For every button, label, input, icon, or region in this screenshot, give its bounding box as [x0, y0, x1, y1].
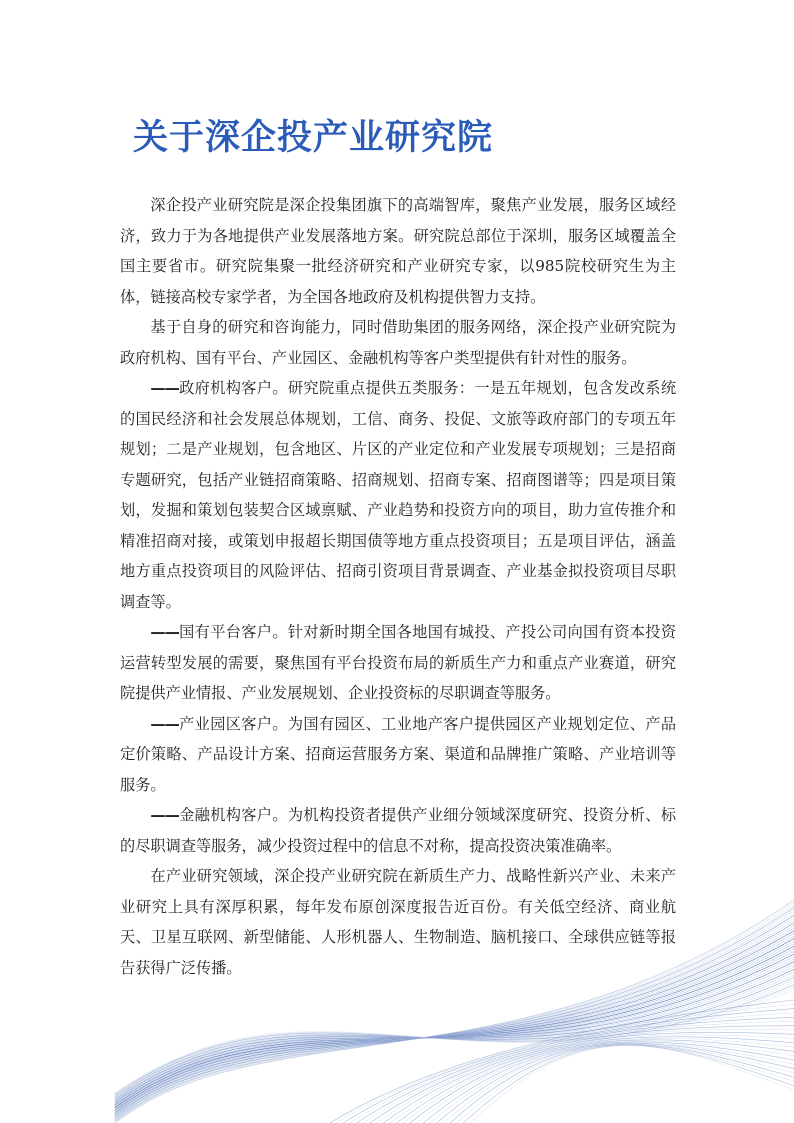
wave-line [343, 1009, 794, 1123]
wave-line [357, 1017, 794, 1123]
wave-line [443, 1044, 794, 1123]
wave-line [397, 1037, 794, 1123]
page-title: 关于深企投产业研究院 [133, 118, 494, 158]
paragraph-financial-clients: ——金融机构客户。为机构投资者提供产业细分领域深度研究、投资分析、标的尽职调查等服务，减少投资过程中的信息不对称，提高投资决策准确率。 [120, 806, 676, 855]
wave-line [437, 1043, 794, 1123]
wave-line [383, 1032, 794, 1123]
wave-line [470, 1045, 794, 1123]
wave-line [370, 1026, 794, 1123]
wave-line [115, 987, 794, 1093]
wave-line [417, 1041, 794, 1123]
wave-line [363, 1021, 794, 1123]
wave-line [463, 1045, 794, 1123]
paragraph-research-fields: 在产业研究领域，深企投产业研究院在新质生产力、战略性新兴产业、未来产业研究上具有深厚积累，每年发布原创深度报告近百份。有关低空经济、商业航天、卫星互联网、新型储能、人形机器人、生物制造、脑机接口、全球供应链等报告获得广泛传播。 [120, 867, 676, 977]
wave-line [403, 1038, 794, 1123]
wave-line [457, 1045, 794, 1123]
paragraph-services-overview: 基于自身的研究和咨询能力，同时借助集团的服务网络，深企投产业研究院为政府机构、国有平台、产业园区、金融机构等客户类型提供有针对性的服务。 [120, 318, 676, 367]
wave-line [350, 1013, 794, 1123]
wave-line [450, 1044, 794, 1123]
wave-line [115, 985, 794, 1095]
wave-line [410, 1040, 794, 1123]
wave-line [377, 1029, 794, 1123]
wave-line [115, 972, 794, 1099]
wave-line [115, 975, 794, 1099]
paragraph-intro: 深企投产业研究院是深企投集团旗下的高端智库，聚焦产业发展，服务区域经济，致力于为各地提供产业发展落地方案。研究院总部位于深圳，服务区域覆盖全国主要省市。研究院集聚一批经济研究和产业研究专家，以985院校研究生为主体，链接高校专家学者，为全国各地政府及机构提供智力支持。 [120, 196, 676, 306]
wave-line [115, 977, 794, 1097]
wave-line [390, 1035, 794, 1123]
paragraph-state-platform-clients: ——国有平台客户。针对新时期全国各地国有城投、产投公司向国有资本投资运营转型发展的需要，聚焦国有平台投资布局的新质生产力和重点产业赛道，研究院提供产业情报、产业发展规划、企业投资标的尽职调查等服务。 [120, 623, 676, 702]
wave-line [337, 1004, 794, 1123]
em-dash: —— [150, 714, 179, 733]
wave-line [115, 990, 794, 1093]
wave-line [115, 982, 794, 1095]
paragraph-government-clients: ——政府机构客户。研究院重点提供五类服务：一是五年规划，包含发改系统的国民经济和社会发展总体规划，工信、商务、投促、文旅等政府部门的专项五年规划；二是产业规划，包含地区、片区的产业定位和产业发展专项规划；三是招商专题研究，包括产业链招商策略、招商规划、招商专案、招商图谱等；四是项目策划，发掘和策划包装契合区域禀赋、产业趋势和投资方向的项目，助力宣传推介和精准招商对接，或策划申报超长期国债等地方重点投资项目；五是项目评估，涵盖地方重点投资项目的风险评估、招商引资项目背景调查、产业基金拟投资项目尽职调查等。 [120, 379, 676, 611]
em-dash: —— [150, 623, 179, 641]
wave-line [115, 967, 794, 1101]
wave-line [330, 1000, 794, 1123]
em-dash: —— [150, 379, 179, 397]
wave-line [430, 1043, 794, 1123]
document-body [120, 190, 676, 983]
wave-line [115, 964, 794, 1101]
em-dash: —— [150, 806, 179, 824]
paragraph-industrial-park-clients: ——产业园区客户。为国有园区、工业地产客户提供园区产业规划定位、产品定价策略、产品设计方案、招商运营服务方案、渠道和品牌推广策略、产业培训等服务。 [120, 714, 676, 794]
wave-line [115, 969, 794, 1099]
wave-line [423, 1042, 794, 1123]
wave-line [115, 980, 794, 1097]
